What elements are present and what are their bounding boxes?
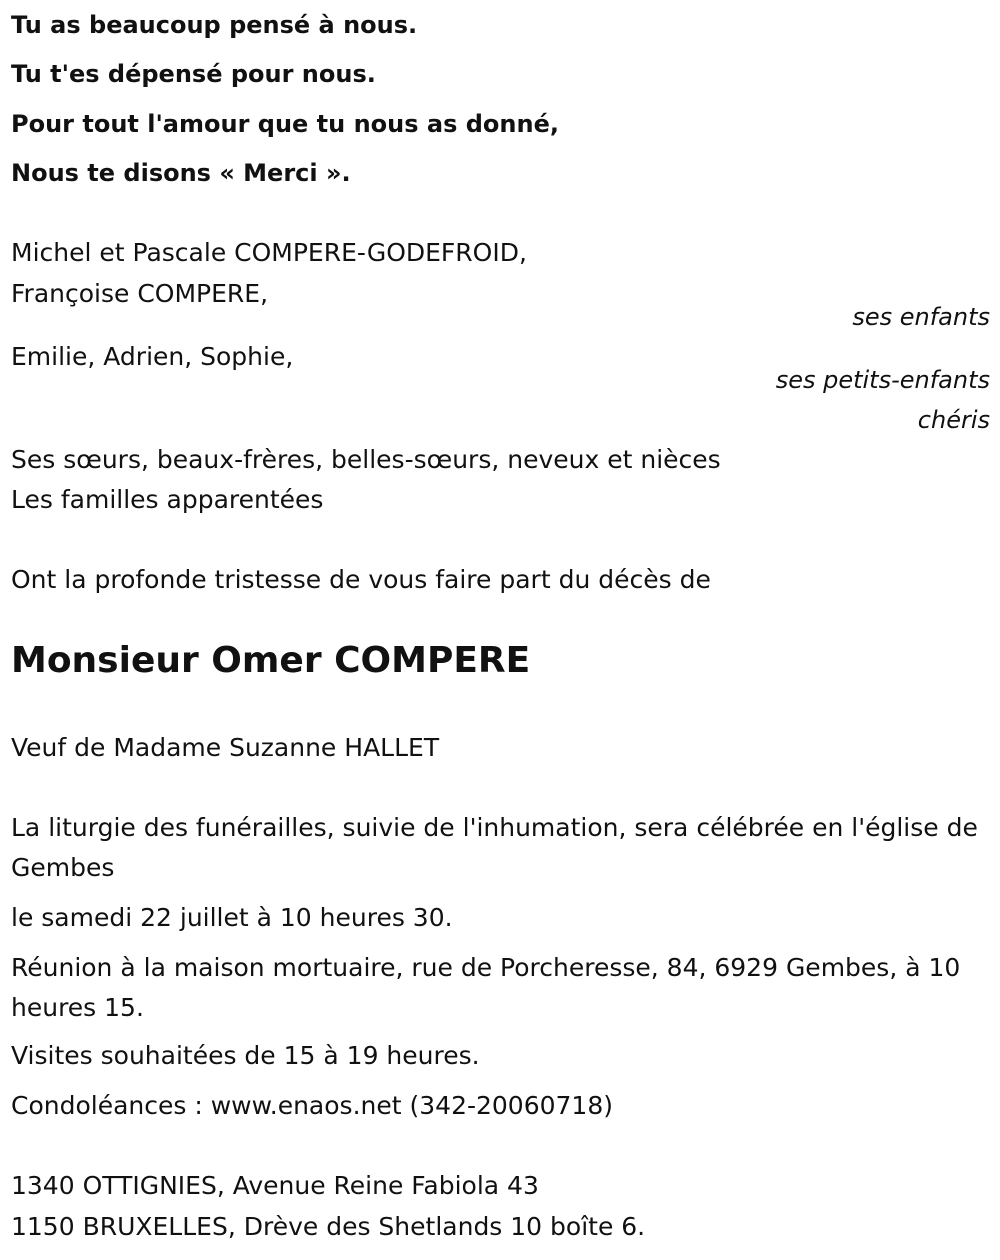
children-line-1: Michel et Pascale COMPERE-GODEFROID, [11, 238, 527, 267]
poem-line-4: Nous te disons « Merci ». [11, 159, 351, 187]
announcement-line: Ont la profonde tristesse de vous faire part du décès de [11, 565, 711, 594]
meeting-text: Réunion à la maison mortuaire, rue de Porcheresse, 84, 6929 Gembes, à 10 heures 15. [11, 953, 961, 1022]
grandchildren-role-1: ses petits-enfants [775, 366, 990, 394]
poem-line-3: Pour tout l'amour que tu nous as donné, [11, 110, 559, 138]
deceased-name: Monsieur Omer COMPERE [11, 640, 531, 681]
widower-line: Veuf de Madame Suzanne HALLET [11, 733, 440, 762]
siblings-line: Ses sœurs, beaux-frères, belles-sœurs, neveux et nièces [11, 445, 721, 474]
poem-line-1: Tu as beaucoup pensé à nous. [11, 11, 418, 39]
condolences-text: Condoléances : www.enaos.net (342-20060718) [11, 1091, 613, 1120]
grandchildren-role-2: chéris [917, 406, 990, 434]
poem-line-2: Tu t'es dépensé pour nous. [11, 60, 376, 88]
ceremony-date: le samedi 22 juillet à 10 heures 30. [11, 903, 453, 932]
liturgy-text: La liturgie des funérailles, suivie de l'inhumation, sera célébrée en l'église de Gembes [11, 813, 978, 882]
relatives-line: Les familles apparentées [11, 485, 324, 514]
address-1: 1340 OTTIGNIES, Avenue Reine Fabiola 43 [11, 1171, 539, 1200]
visits-text: Visites souhaitées de 15 à 19 heures. [11, 1041, 480, 1070]
grandchildren-line: Emilie, Adrien, Sophie, [11, 342, 294, 371]
children-role: ses enfants [852, 303, 990, 331]
address-2: 1150 BRUXELLES, Drève des Shetlands 10 boîte 6. [11, 1212, 646, 1241]
children-line-2: Françoise COMPERE, [11, 279, 269, 308]
